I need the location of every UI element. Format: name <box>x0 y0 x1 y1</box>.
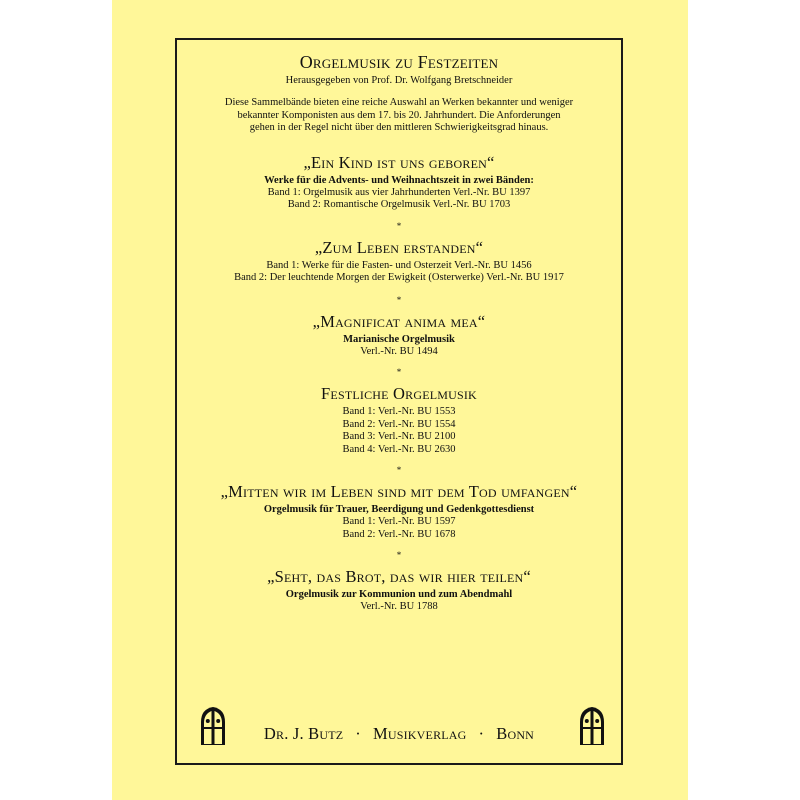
separator-star: * <box>396 220 402 231</box>
page-title: Orgelmusik zu Festzeiten <box>299 52 499 72</box>
separator-star: * <box>396 550 402 560</box>
section-title: „Mitten wir im Leben sind mit dem Tod umfangen“ <box>220 482 578 501</box>
section-subtitle: Orgelmusik zur Kommunion und zum Abendmahl <box>285 589 513 600</box>
section-zum-leben <box>175 238 623 285</box>
section-title: „Zum Leben erstanden“ <box>314 237 484 257</box>
section-title: „Magnificat anima mea“ <box>312 311 486 331</box>
intro-line: gehen in der Regel nicht über den mittleren Schwierigkeitsgrad hinaus. <box>249 122 549 133</box>
section-title: „Seht, das Brot, das wir hier teilen“ <box>267 567 531 586</box>
section-title: Festliche Orgelmusik <box>321 384 477 403</box>
section-ein-kind <box>175 153 623 212</box>
section-mitten-wir <box>175 482 623 541</box>
publisher-city: Bonn <box>496 724 535 743</box>
section-line: Verl.-Nr. BU 1494 <box>360 345 438 357</box>
section-line: Band 2: Verl.-Nr. BU 1554 <box>342 418 456 430</box>
section-festliche <box>175 384 623 456</box>
editor-line: Herausgegeben von Prof. Dr. Wolfgang Bretschneider <box>285 75 513 86</box>
publisher-imprint: Musikverlag <box>373 724 467 743</box>
section-subtitle: Orgelmusik für Trauer, Beerdigung und Gedenkgottesdienst <box>263 504 535 515</box>
section-seht-das-brot <box>175 567 623 614</box>
section-subtitle: Marianische Orgelmusik <box>343 333 455 345</box>
section-line: Band 1: Orgelmusik aus vier Jahrhunderten Verl.-Nr. BU 1397 <box>267 186 531 198</box>
intro-paragraph <box>175 97 623 135</box>
separator-dot: · <box>355 724 361 743</box>
section-line: Band 2: Romantische Orgelmusik Verl.-Nr. BU 1703 <box>287 199 511 210</box>
section-magnificat <box>175 312 623 359</box>
separator-star: * <box>396 294 402 305</box>
separator-star: * <box>396 465 402 475</box>
separator-dot: · <box>478 724 485 743</box>
section-subtitle: Werke für die Advents- und Weihnachtszeit in zwei Bänden: <box>264 174 534 186</box>
section-line: Band 4: Verl.-Nr. BU 2630 <box>342 443 456 455</box>
intro-line: Diese Sammelbände bieten eine reiche Auswahl an Werken bekannter und weniger <box>224 97 574 108</box>
publisher-footer <box>175 724 623 744</box>
page-content <box>175 38 623 614</box>
section-line: Band 2: Verl.-Nr. BU 1678 <box>342 528 456 540</box>
section-title: „Ein Kind ist uns geboren“ <box>303 152 495 172</box>
intro-line: bekannter Komponisten aus dem 17. bis 20. Jahrhundert. Die Anforderungen <box>237 109 561 121</box>
separator-star: * <box>396 367 402 377</box>
publisher-name: Dr. J. Butz <box>263 724 344 743</box>
section-line: Band 1: Verl.-Nr. BU 1597 <box>342 516 456 527</box>
section-line: Band 1: Verl.-Nr. BU 1553 <box>342 406 456 417</box>
section-line: Band 3: Verl.-Nr. BU 2100 <box>342 431 456 442</box>
section-line: Verl.-Nr. BU 1788 <box>360 601 438 612</box>
section-line: Band 1: Werke für die Fasten- und Osterzeit Verl.-Nr. BU 1456 <box>266 259 532 271</box>
section-line: Band 2: Der leuchtende Morgen der Ewigkeit (Osterwerke) Verl.-Nr. BU 1917 <box>234 272 564 283</box>
